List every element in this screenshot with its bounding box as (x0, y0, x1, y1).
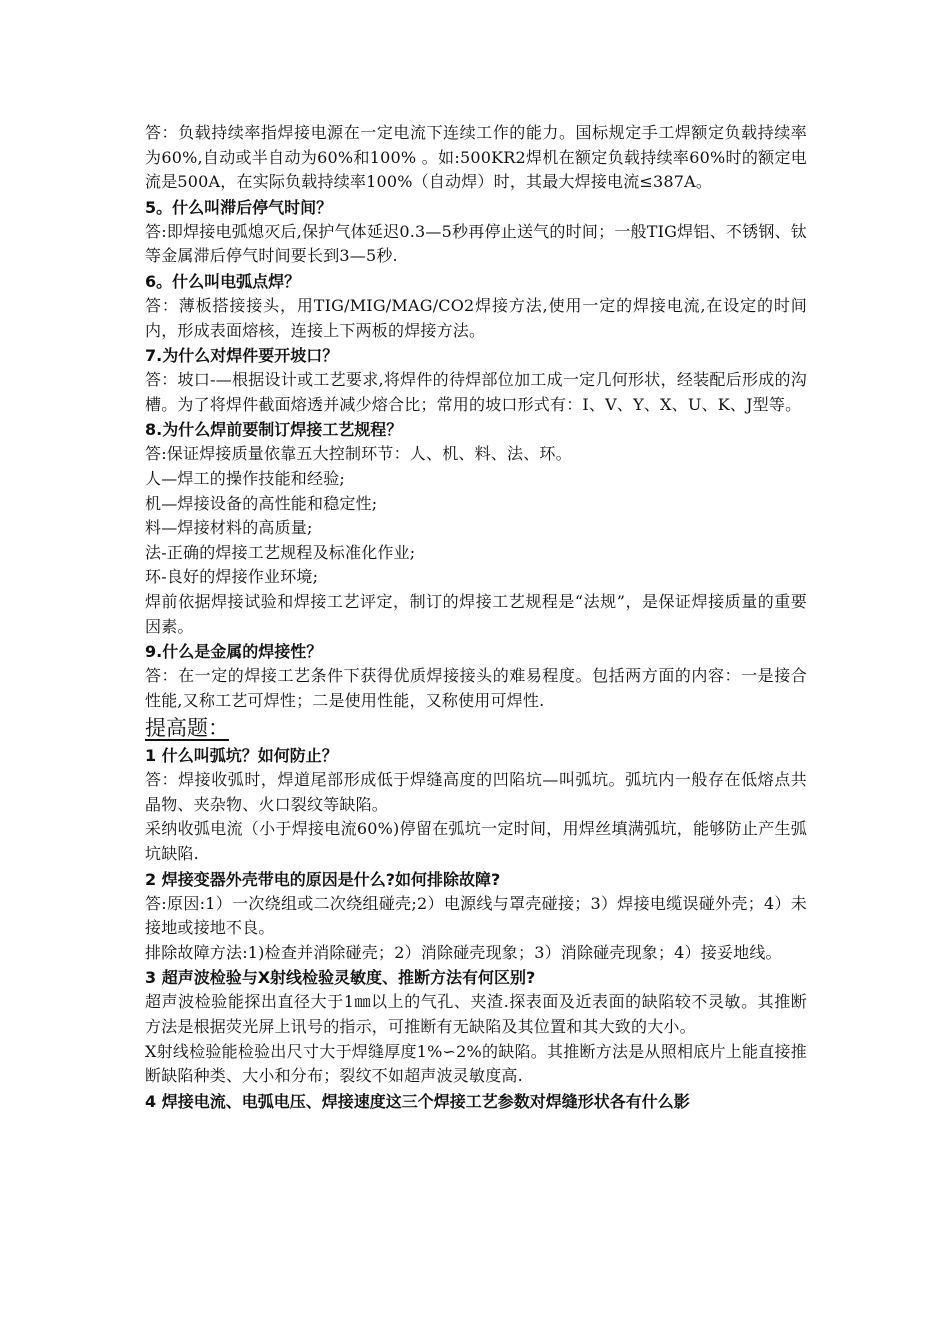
paragraph: 答：负载持续率指焊接电源在一定电流下连续工作的能力。国标规定手工焊额定负载持续率为60%,自动或半自动为60%和100% 。如:500KR2焊机在额定负载持续率60%时的额定电流是500A，在实际负载持续率100%（自动焊）时，其最大焊接电流≤387A。 (145, 123, 807, 192)
paragraph: X射线检验能检验出尺寸大于焊缝厚度1%∽2%的缺陷。其推断方法是从照相底片上能直接推断缺陷种类、大小和分布；裂纹不如超声波灵敏度高. (145, 1041, 807, 1086)
question-heading: 3 超声波检验与X射线检验灵敏度、推断方法有何区别? (145, 968, 536, 988)
document-page (145, 121, 807, 1114)
paragraph: 答：坡口-—根据设计或工艺要求,将焊件的待焊部位加工成一定几何形状，经装配后形成的沟槽。为了将焊件截面熔透并减少熔合比；常用的坡口形式有：I、V、Y、X、U、K、J型等。 (145, 370, 807, 414)
list-line: 人—焊工的操作技能和经验; (145, 468, 345, 488)
question-heading: 2 焊接变器外壳带电的原因是什么?如何排除故障? (145, 869, 501, 889)
question-heading: 6。什么叫电弧点焊？ (145, 271, 301, 291)
paragraph: 采纳收弧电流（小于焊接电流60%)停留在弧坑一定时间，用焊丝填满弧坑，能够防止产生弧坑缺陷. (145, 819, 807, 864)
paragraph: 答:即焊接电弧熄灭后,保护气体延迟0.3—5秒再停止送气的时间；一般TIG焊铝、不锈钢、钛等金属滞后停气时间要长到3—5秒. (145, 221, 807, 266)
paragraph: 答：焊接收弧时，焊道尾部形成低于焊缝高度的凹陷坑—叫弧坑。弧坑内一般存在低熔点共晶物、夹杂物、火口裂纹等缺陷。 (145, 770, 807, 814)
question-heading: 9.什么是金属的焊接性？ (145, 642, 323, 662)
question-heading: 4 焊接电流、电弧电压、焊接速度这三个焊接工艺参数对焊缝形状各有什么影 (145, 1091, 690, 1111)
paragraph: 超声波检验能探出直径大于1㎜以上的气孔、夹渣.探表面及近表面的缺陷较不灵敏。其推断方法是根据荧光屏上讯号的指示，可推断有无缺陷及其位置和其大致的大小。 (145, 992, 807, 1037)
question-heading: 7.为什么对焊件要开坡口？ (145, 346, 339, 366)
paragraph: 答:保证焊接质量依靠五大控制环节：人、机、料、法、环。 (145, 444, 572, 464)
question-heading: 5。什么叫滞后停气时间？ (145, 197, 333, 217)
section-heading: 提高题： (145, 716, 229, 741)
list-line: 法-正确的焊接工艺规程及标准化作业; (145, 542, 416, 562)
list-line: 料—焊接材料的高质量; (145, 518, 313, 538)
paragraph: 答：在一定的焊接工艺条件下获得优质焊接接头的难易程度。包括两方面的内容：一是接合性能,又称工艺可焊性；二是使用性能，又称使用可焊性. (145, 666, 807, 710)
paragraph: 答:原因:1）一次绕组或二次绕组碰壳;2）电源线与罩壳碰接；3）焊接电缆误碰外壳；4）未接地或接地不良。 (145, 893, 807, 938)
list-line: 环-良好的焊接作业环境; (145, 567, 319, 587)
paragraph: 焊前依据焊接试验和焊接工艺评定，制订的焊接工艺规程是“法规”，是保证焊接质量的重要因素。 (145, 591, 807, 636)
paragraph: 答：薄板搭接接头，用TIG/MIG/MAG/CO2焊接方法,使用一定的焊接电流,在设定的时间内，形成表面熔核，连接上下两板的焊接方法。 (145, 295, 807, 340)
paragraph: 排除故障方法:1)检查并消除碰壳；2）消除碰壳现象；3）消除碰壳现象；4）接妥地线。 (145, 942, 782, 962)
list-line: 机—焊接设备的高性能和稳定性; (145, 493, 378, 513)
question-heading: 8.为什么焊前要制订焊接工艺规程？ (145, 420, 403, 440)
question-heading: 1 什么叫弧坑？如何防止？ (145, 746, 338, 766)
